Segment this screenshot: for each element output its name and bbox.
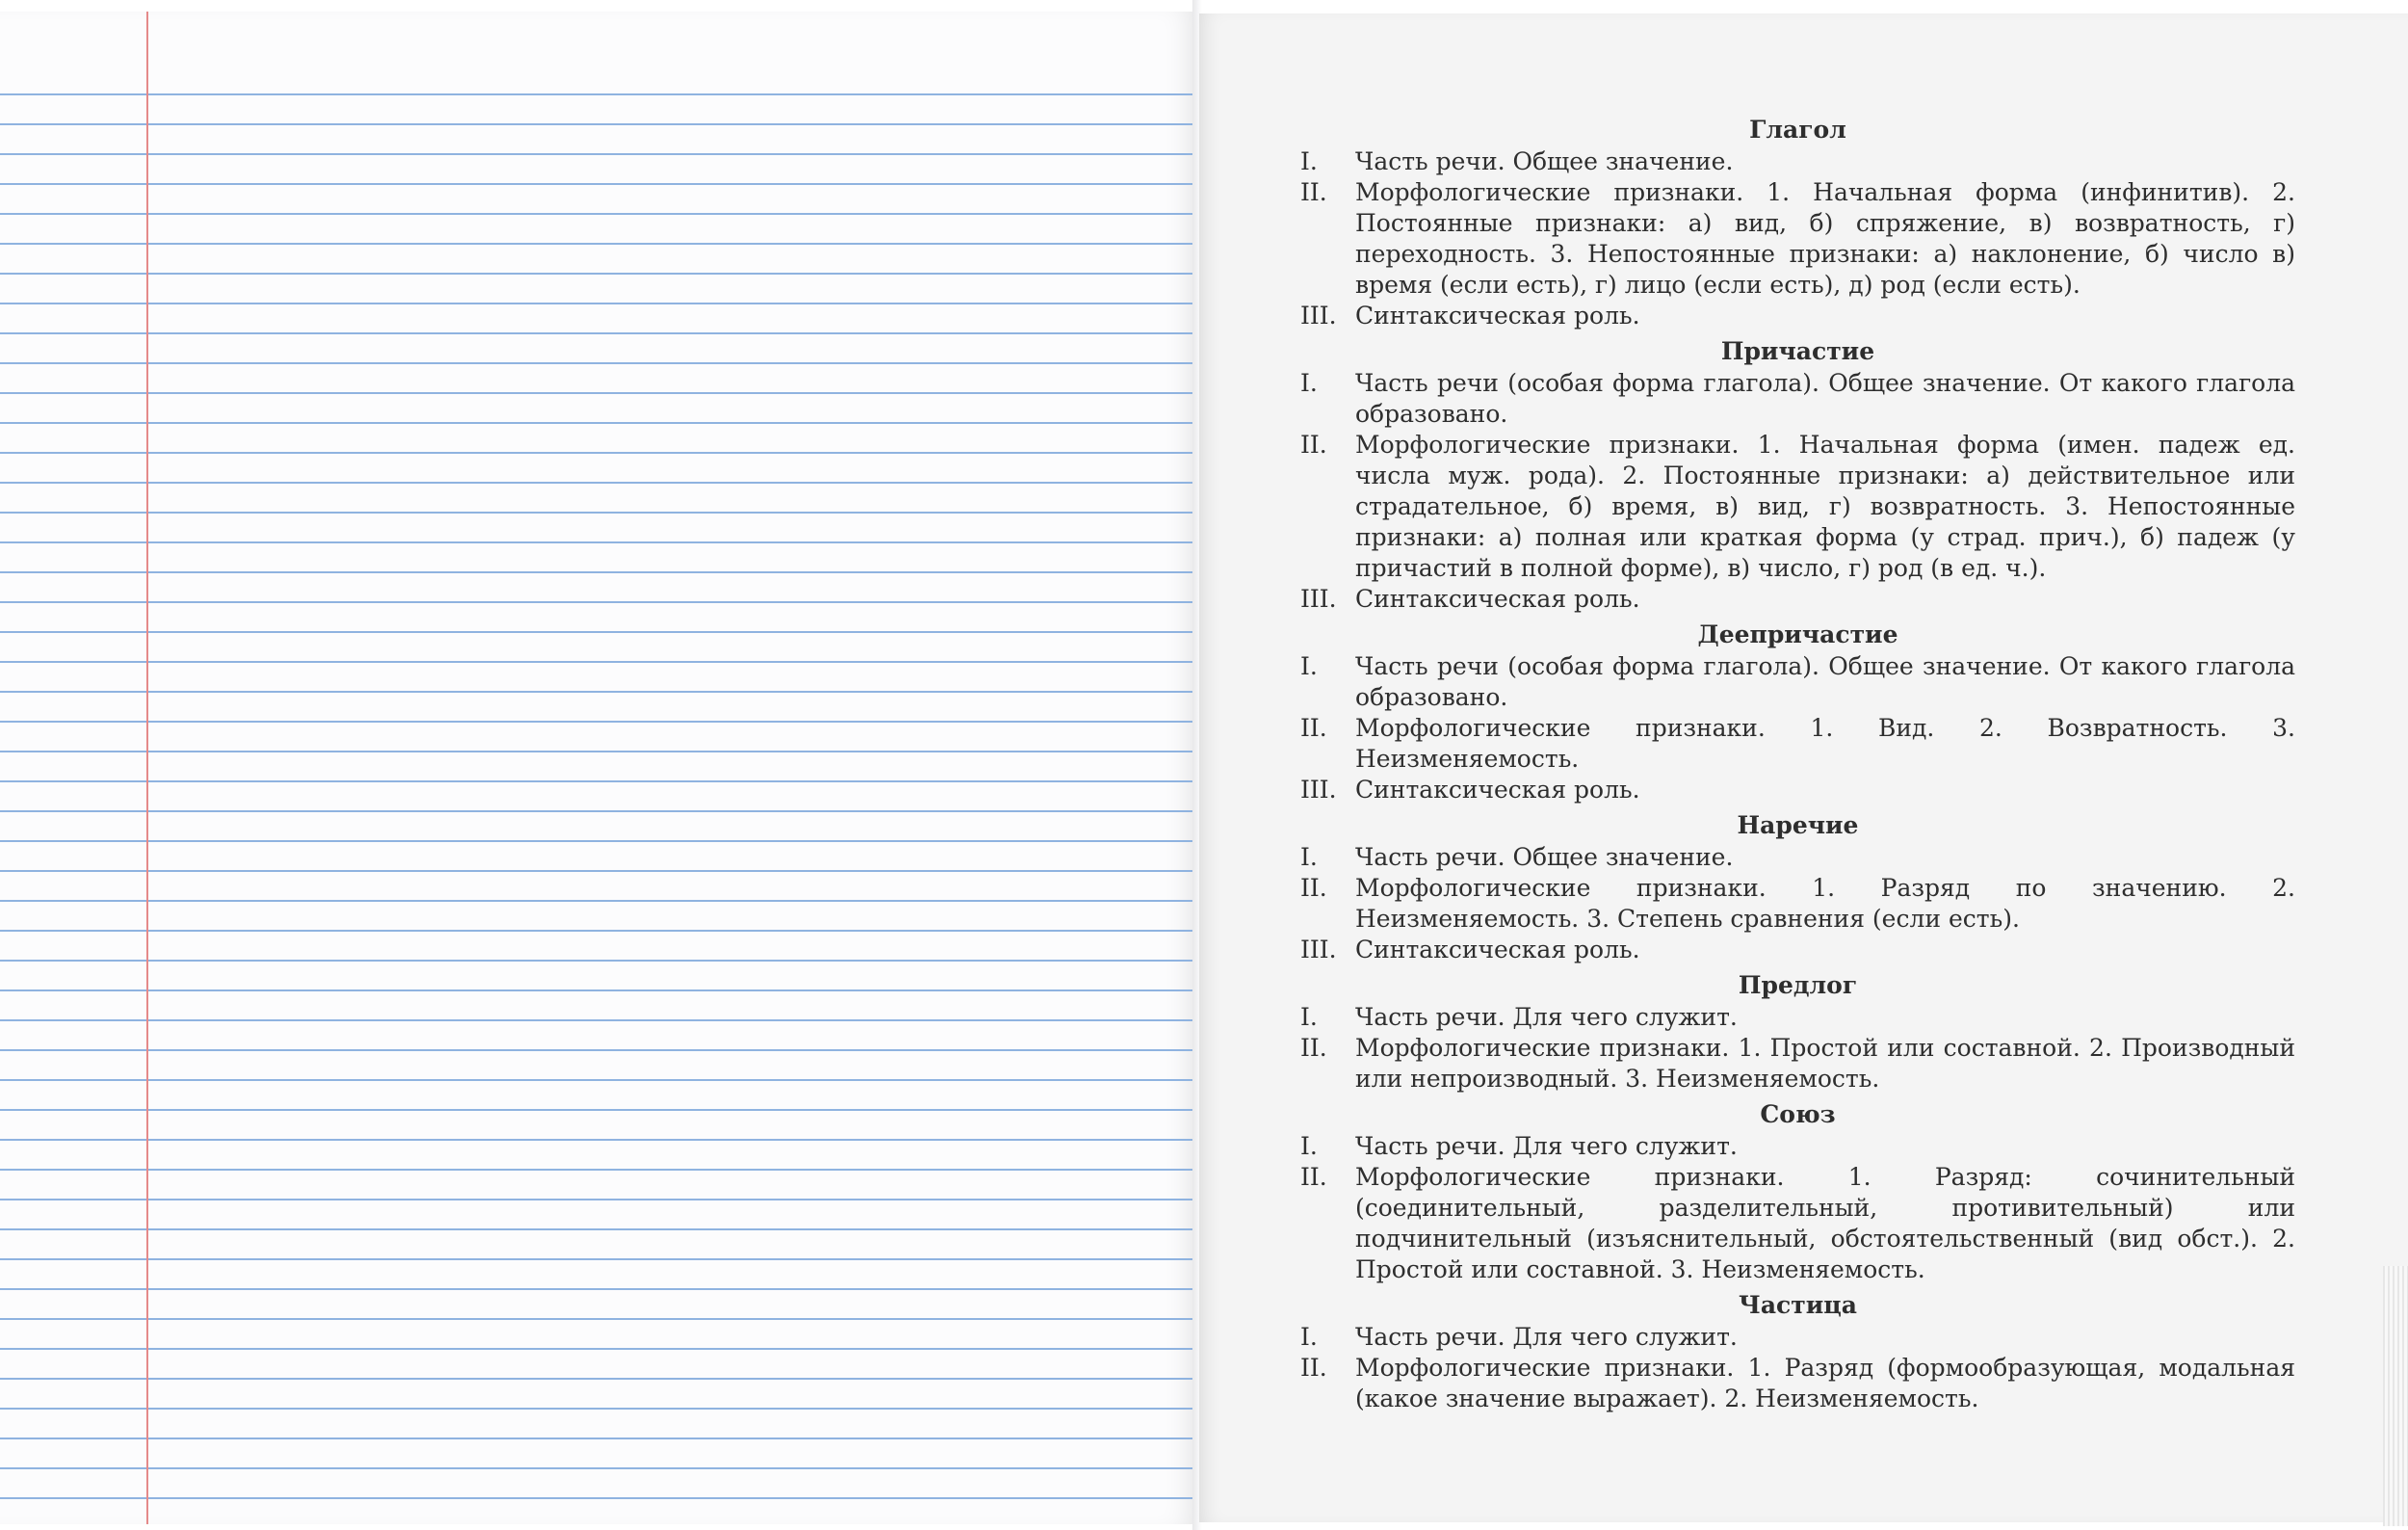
item-number: I.: [1300, 1323, 1318, 1351]
list-item: [1300, 1033, 2295, 1095]
list-item: [1300, 301, 2295, 331]
item-number: II.: [1300, 1163, 1327, 1191]
item-number: II.: [1300, 431, 1327, 459]
parts-of-speech-reference: [1300, 110, 2295, 1414]
item-number: II.: [1300, 1354, 1327, 1382]
item-text: Морфологические признаки. 1. Вид. 2. Возвратность. 3. Неизменяемость.: [1355, 714, 2295, 773]
item-text: Морфологические признаки. 1. Разряд (формообразующая, модальная (какое значение выражает). 2. Неизменяемость.: [1355, 1354, 2295, 1412]
item-number: I.: [1300, 1003, 1318, 1031]
list-item: [1300, 1131, 2295, 1162]
item-number: III.: [1300, 585, 1337, 613]
section: [1300, 114, 2295, 331]
list-item: [1300, 775, 2295, 805]
item-text: Синтаксическая роль.: [1355, 302, 1640, 330]
list-item: [1300, 842, 2295, 873]
item-text: Часть речи (особая форма глагола). Общее значение. От какого глагола образовано.: [1355, 369, 2295, 428]
section-title: Предлог: [1738, 971, 1858, 999]
section: [1300, 809, 2295, 965]
list-item: [1300, 1162, 2295, 1285]
item-text: Морфологические признаки. 1. Начальная форма (имен. падеж ед. числа муж. рода). 2. Постоянные признаки: а) действительное или страдательное, б) время, в) вид, г) возвратность. 3. Непостоянные признаки: а) полная или краткая форма (у страд. прич.), б) падеж (у причастий в полной форме), в) число, г) род (в ед. ч.).: [1355, 431, 2295, 582]
item-number: II.: [1300, 1034, 1327, 1062]
item-text: Морфологические признаки. 1. Разряд: сочинительный (соединительный, разделительный, противительный) или подчинительный (изъяснительный, обстоятельственный (вид обст.). 2. Простой или составной. 3. Неизменяемость.: [1355, 1163, 2295, 1283]
item-number: II.: [1300, 874, 1327, 902]
item-text: Синтаксическая роль.: [1355, 936, 1640, 963]
item-text: Часть речи. Общее значение.: [1355, 147, 1734, 175]
list-item: [1300, 430, 2295, 584]
item-number: I.: [1300, 652, 1318, 680]
item-text: Морфологические признаки. 1. Простой или составной. 2. Производный или непроизводный. 3. Неизменяемость.: [1355, 1034, 2295, 1093]
item-text: Часть речи. Для чего служит.: [1355, 1132, 1738, 1160]
item-number: II.: [1300, 714, 1327, 742]
section-title: Частица: [1739, 1291, 1857, 1319]
list-item: [1300, 1002, 2295, 1033]
section-title: Союз: [1760, 1100, 1836, 1128]
list-item: [1300, 713, 2295, 775]
list-item: [1300, 177, 2295, 301]
section: [1300, 969, 2295, 1095]
item-text: Часть речи (особая форма глагола). Общее значение. От какого глагола образовано.: [1355, 652, 2295, 711]
item-number: III.: [1300, 936, 1337, 963]
section: [1300, 1098, 2295, 1285]
item-text: Синтаксическая роль.: [1355, 776, 1640, 804]
section: [1300, 619, 2295, 805]
section-title: Глагол: [1749, 116, 1846, 144]
page-edge: [2383, 1266, 2408, 1526]
list-item: [1300, 584, 2295, 615]
right-page-reference: [1199, 13, 2408, 1522]
list-item: [1300, 935, 2295, 965]
list-item: [1300, 651, 2295, 713]
item-number: III.: [1300, 302, 1337, 330]
item-number: I.: [1300, 1132, 1318, 1160]
item-number: I.: [1300, 369, 1318, 397]
item-number: II.: [1300, 178, 1327, 206]
item-number: I.: [1300, 843, 1318, 871]
item-text: Синтаксическая роль.: [1355, 585, 1640, 613]
section: [1300, 335, 2295, 615]
item-number: I.: [1300, 147, 1318, 175]
item-number: III.: [1300, 776, 1337, 804]
section-title: Наречие: [1737, 811, 1859, 839]
item-text: Часть речи. Общее значение.: [1355, 843, 1734, 871]
ruled-lines: [0, 12, 1192, 1524]
item-text: Морфологические признаки. 1. Начальная форма (инфинитив). 2. Постоянные признаки: а) вид, б) спряжение, в) возвратность, г) переходность. 3. Непостоянные признаки: а) наклонение, б) число в) время (если есть), г) лицо (если есть), д) род (если есть).: [1355, 178, 2295, 299]
section-title: Деепричастие: [1697, 620, 1898, 648]
list-item: [1300, 1322, 2295, 1353]
list-item: [1300, 1353, 2295, 1414]
item-text: Часть речи. Для чего служит.: [1355, 1003, 1738, 1031]
section: [1300, 1289, 2295, 1414]
list-item: [1300, 368, 2295, 430]
list-item: [1300, 146, 2295, 177]
item-text: Часть речи. Для чего служит.: [1355, 1323, 1738, 1351]
section-title: Причастие: [1720, 337, 1875, 365]
item-text: Морфологические признаки. 1. Разряд по значению. 2. Неизменяемость. 3. Степень сравнения (если есть).: [1355, 874, 2295, 933]
left-page-lined: [0, 12, 1192, 1524]
list-item: [1300, 873, 2295, 935]
